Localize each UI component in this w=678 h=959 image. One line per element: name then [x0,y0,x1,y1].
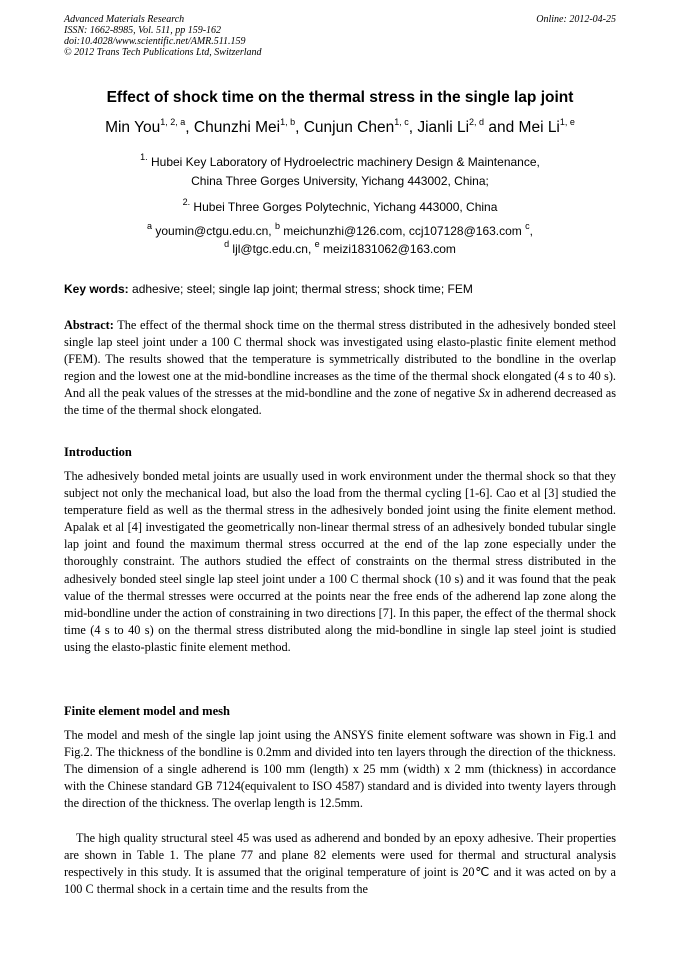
author-separator: , [408,119,418,136]
author-affiliation-mark: 2, d [469,116,485,127]
author-name: Cunjun Chen [303,119,395,136]
author-name: Mei Li [518,119,560,136]
issn-line: ISSN: 1662-8985, Vol. 511, pp 159-162 [64,25,222,36]
online-date: Online: 2012-04-25 [536,14,616,25]
affiliation-text: Hubei Key Laboratory of Hydroelectric machinery Design & Maintenance, [147,155,540,169]
abstract [64,317,616,420]
fem-heading: Finite element model and mesh [64,704,230,718]
author-affiliation-mark: 1, 2, a [160,116,186,127]
introduction-paragraph: The adhesively bonded metal joints are usually used in work environment under the thermal shock so that they subject not only the mechanical load, but also the load from the thermal cycling [1-6]. Cao et al [3] studied the temperature field as well as the thermal stress in the adhesively bonded joint using the finite element method. Apalak et al [4] investigated the geometrically non-linear thermal stress of an adhesively bonded tubular single lap joint and found the maximum thermal stress occurred at the end of the lap zone especially under the thoroughly constraint. The authors studied the effect of constraints on the thermal stress distributed in the adhesively bonded steel single lap steel joint under a 100 C thermal shock (10 s) and it was found that the peak value of the thermal stresses were occurred at the points near the free ends of the adherend lap zone along the mid-bondline under the action of constraining in two directions [7]. In this paper, the effect of the thermal shock time (4 s to 40 s) on the thermal stress distributed along the mid-bondline in single lap steel joint is studied using the elasto-plastic finite element method. [64,469,616,654]
keywords-text: adhesive; steel; single lap joint; thermal stress; shock time; FEM [128,282,473,296]
author-affiliation-mark: 1, c [394,116,409,127]
author-separator: and [484,119,519,136]
author-list [64,118,616,138]
abstract-text: The effect of the thermal shock time on the thermal stress distributed in the adhesively bonded steel single lap steel joint under a 100 C thermal shock was investigated using elasto-plastic finite element method (FEM). The results showed that the temperature is symmetrically distributed to the bondline in the overlap region and the lowest one at the mid-bondline increases as the time of the thermal shock elongated (4 s to 40 s). And all the peak values of the stresses at the mid-bondline and the zone of negative [64,318,616,401]
affiliation-1 [64,153,616,171]
author-affiliation-mark: 1, b [280,116,296,127]
email-text: meizi1831062@163.com [319,242,456,256]
publication-header [64,14,616,58]
email-text: meichunzhi@126.com, ccj107128@163.com [279,224,526,238]
email-mark: a [147,221,153,231]
email-text: youmin@ctgu.edu.cn, [152,224,275,238]
affiliation-text: Hubei Three Gorges Polytechnic, Yichang 443000, China [190,200,498,214]
abstract-text: in adherend decreased as the time of the thermal shock elongated. [64,386,616,418]
email-mark: c [525,221,530,231]
email-mark: d [224,239,230,249]
fem-paragraph-1: The model and mesh of the single lap joint using the ANSYS finite element software was shown in Fig.1 and Fig.2. The thickness of the bondline is 0.2mm and divided into ten layers through the direction of the thickness. The dimension of a single adherend is 100 mm (length) x 25 mm (width) x 2 mm (thickness) in accordance with the Chinese standard GB 7124(equivalent to ISO 4587) standard and is divided into twenty layers through the direction of the thickness. The overlap length is 12.5mm. [64,728,616,811]
author-separator: , [185,119,194,136]
keywords [64,281,616,297]
author-name: Jianli Li [417,119,470,136]
keywords-label: Key words: [64,282,129,296]
introduction-heading: Introduction [64,445,132,459]
affiliation-2 [64,198,616,216]
abstract-symbol: Sx [478,386,491,401]
email-line-1 [64,222,616,240]
author-name: Min You [105,119,161,136]
author-name: Chunzhi Mei [193,119,281,136]
copyright-line: © 2012 Trans Tech Publications Ltd, Switzerland [64,47,262,58]
author-affiliation-mark: 1, e [559,116,575,127]
affiliation-mark: 1. [140,152,148,162]
doi-line: doi:10.4028/www.scientific.net/AMR.511.159 [64,36,246,47]
abstract-label: Abstract: [64,318,114,332]
email-mark: b [274,221,280,231]
email-mark: e [314,239,320,249]
fem-paragraph-2: The high quality structural steel 45 was used as adherend and bonded by an epoxy adhesive. Their properties are shown in Table 1. The plane 77 and plane 82 elements were used for thermal and structural analysis respectively in this study. It is assumed that the original temperature of joint is 20℃ and it was acted on by a 100 C thermal shock in a certain time and the results from the [64,831,616,897]
author-separator: , [295,119,304,136]
email-text: ljl@tgc.edu.cn, [229,242,315,256]
affiliation-1-line-2: China Three Gorges University, Yichang 443002, China; [191,174,489,188]
paper-title: Effect of shock time on the thermal stress in the single lap joint [106,89,574,106]
email-line-2 [64,240,616,258]
email-text: , [529,224,533,238]
journal-name: Advanced Materials Research [64,14,185,25]
affiliation-mark: 2. [182,197,191,207]
